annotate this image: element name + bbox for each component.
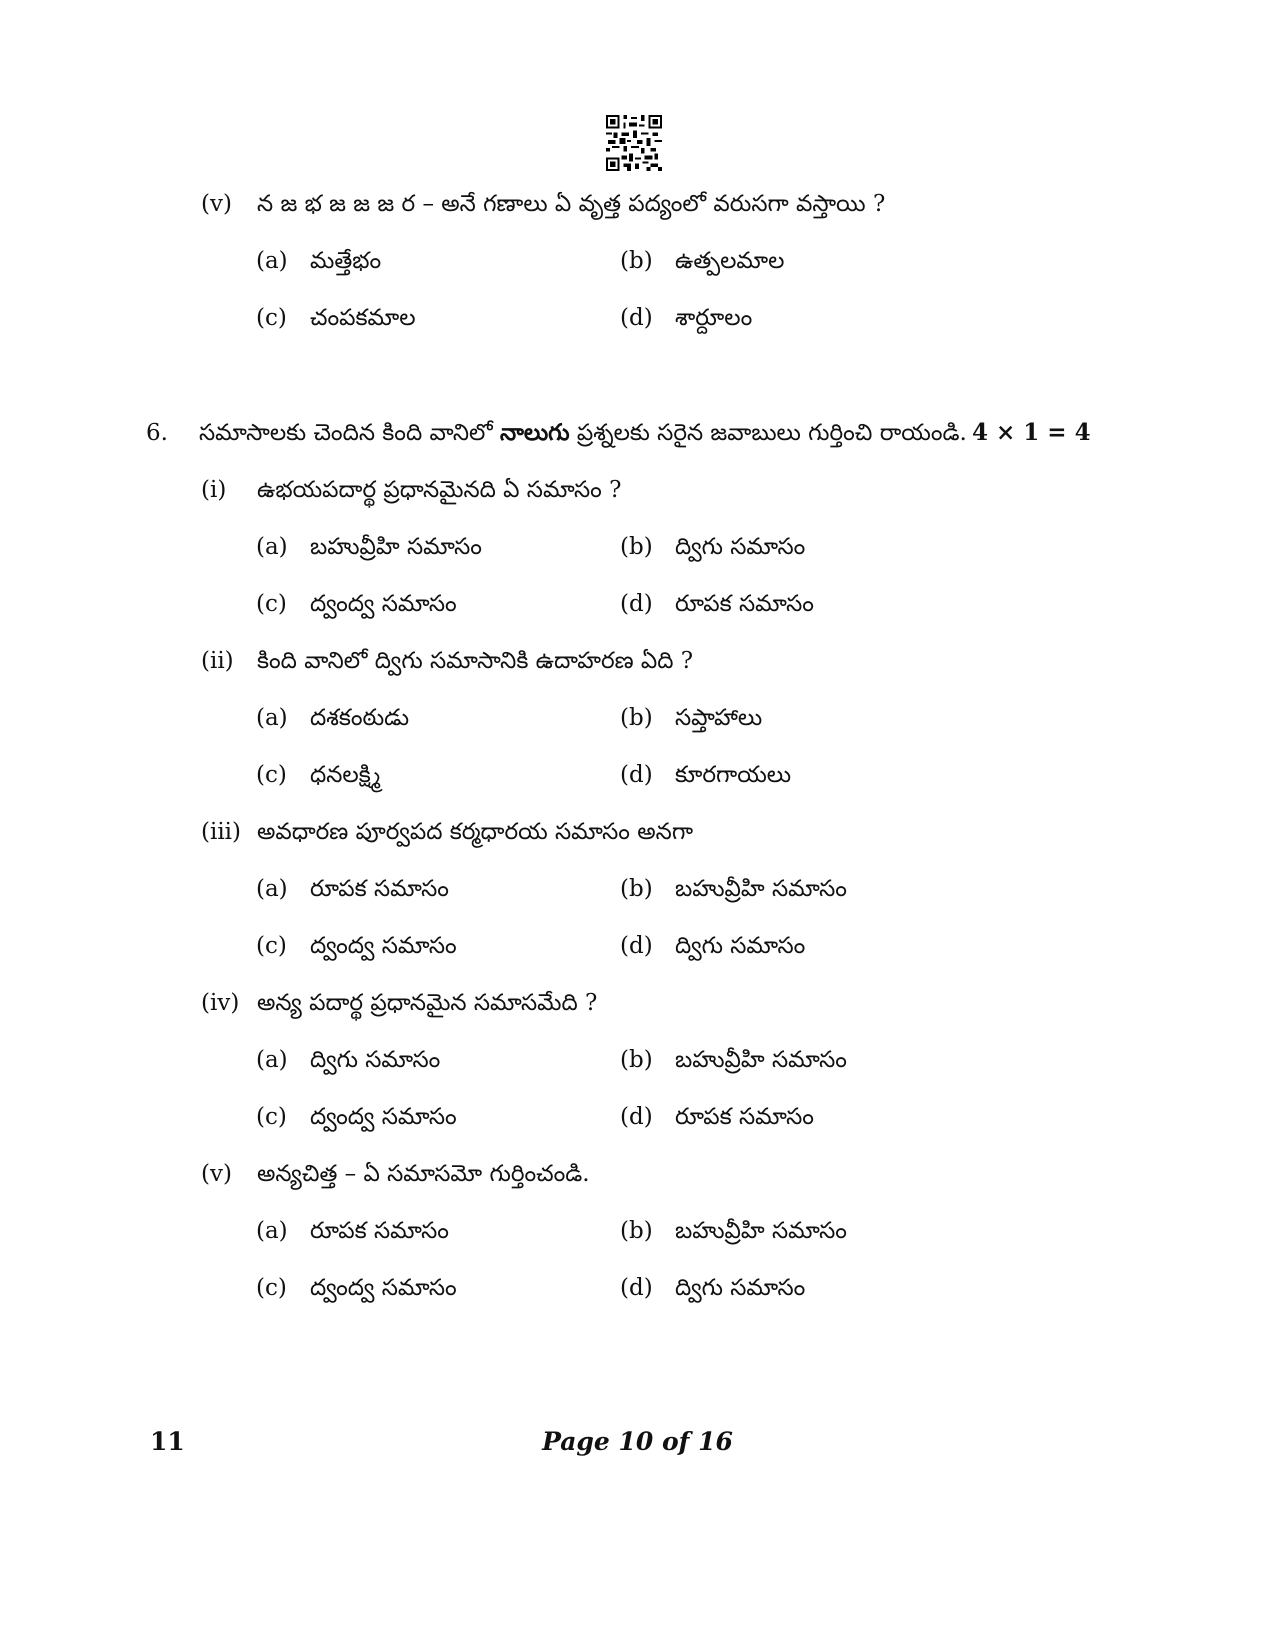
q6-i-option-c-text: ద్వంద్వ సమాసం [310, 591, 457, 617]
q5v-option-a-letter: (a) [256, 248, 288, 274]
qr-code [606, 115, 662, 171]
q5v-option-d-letter: (d) [620, 305, 653, 331]
q6-iii-option-a-letter: (a) [256, 876, 288, 902]
q6-iv-option-d-letter: (d) [620, 1104, 653, 1130]
q6-iv-option-b-text: బహువ్రీహి సమాసం [675, 1047, 847, 1073]
q6-iii-option-d-letter: (d) [620, 933, 653, 959]
q6-iii-option-d-text: ద్విగు సమాసం [675, 933, 806, 959]
q6-i-option-d-text: రూపక సమాసం [675, 591, 814, 617]
q6-instruction-part1: సమాసాలకు చెందిన కింది వానిలో [199, 420, 501, 446]
q6-v-question-text: అన్యచిత్త – ఏ సమాసమో గుర్తించండి. [257, 1161, 590, 1187]
q6-iii-option-c-text: ద్వంద్వ సమాసం [310, 933, 457, 959]
q5v-option-b-text: ఉత్పలమాల [675, 248, 785, 274]
q6-ii-option-d-text: కూరగాయలు [675, 762, 792, 788]
q5v-label: (v) [201, 191, 232, 217]
q6-i-label: (i) [201, 477, 227, 503]
q6-v-option-b-letter: (b) [620, 1218, 653, 1244]
q6-i-option-c-letter: (c) [256, 591, 287, 617]
q6-iii-label: (iii) [201, 819, 242, 845]
q6-v-option-a-letter: (a) [256, 1218, 288, 1244]
q6-v-option-a-text: రూపక సమాసం [310, 1218, 449, 1244]
q6-ii-label: (ii) [201, 648, 234, 674]
q6-ii-option-d-letter: (d) [620, 762, 653, 788]
q5v-option-b-letter: (b) [620, 248, 653, 274]
q6-iii-option-c-letter: (c) [256, 933, 287, 959]
q6-marks: 4 × 1 = 4 [972, 419, 1091, 446]
paper-code: 11 [150, 1427, 185, 1456]
q5v-option-d-text: శార్దూలం [675, 305, 753, 331]
q6-iv-label: (iv) [201, 990, 240, 1016]
q5v-option-a-text: మత్తేభం [310, 248, 382, 274]
q6-iii-option-b-text: బహువ్రీహి సమాసం [675, 876, 847, 902]
q6-ii-option-a-text: దశకంఠుడు [310, 705, 410, 731]
q6-ii-option-c-letter: (c) [256, 762, 287, 788]
q6-ii-option-a-letter: (a) [256, 705, 288, 731]
q6-v-option-b-text: బహువ్రీహి సమాసం [675, 1218, 847, 1244]
q6-v-option-d-letter: (d) [620, 1275, 653, 1301]
q6-iv-option-d-text: రూపక సమాసం [675, 1104, 814, 1130]
q6-ii-option-b-text: సప్తాహాలు [675, 705, 763, 731]
q6-iv-option-c-letter: (c) [256, 1104, 287, 1130]
q6-instruction [199, 418, 967, 448]
q5v-option-c-text: చంపకమాల [310, 305, 416, 331]
q6-number: 6. [146, 420, 168, 446]
q6-iii-option-a-text: రూపక సమాసం [310, 876, 449, 902]
q6-iv-question-text: అన్య పదార్థ ప్రధానమైన సమాసమేది ? [257, 990, 598, 1016]
q6-v-option-c-letter: (c) [256, 1275, 287, 1301]
q6-ii-option-c-text: ధనలక్ష్మి [310, 762, 381, 788]
q6-v-option-c-text: ద్వంద్వ సమాసం [310, 1275, 457, 1301]
q6-i-option-b-text: ద్విగు సమాసం [675, 534, 806, 560]
q6-instruction-emphasis: నాలుగు [500, 419, 570, 446]
q6-ii-option-b-letter: (b) [620, 705, 653, 731]
q5v-question-text: న జ భ జ జ జ ర – అనే గణాలు ఏ వృత్త పద్యంలో వరుసగా వస్తాయి ? [257, 191, 886, 217]
q6-iv-option-c-text: ద్వంద్వ సమాసం [310, 1104, 457, 1130]
q6-i-option-a-letter: (a) [256, 534, 288, 560]
q6-iv-option-a-text: ద్విగు సమాసం [310, 1047, 441, 1073]
q6-i-option-a-text: బహువ్రీహి సమాసం [310, 534, 482, 560]
q6-v-label: (v) [201, 1161, 232, 1187]
q6-ii-question-text: కింది వానిలో ద్విగు సమాసానికి ఉదాహరణ ఏది ? [257, 648, 694, 674]
page-number: Page 10 of 16 [542, 1427, 733, 1456]
q6-instruction-part2: ప్రశ్నలకు సరైన జవాబులు గుర్తించి రాయండి. [569, 420, 967, 446]
q6-i-question-text: ఉభయపదార్థ ప్రధానమైనది ఏ సమాసం ? [257, 477, 622, 503]
q6-v-option-d-text: ద్విగు సమాసం [675, 1275, 806, 1301]
q6-iii-option-b-letter: (b) [620, 876, 653, 902]
q6-i-option-d-letter: (d) [620, 591, 653, 617]
q5v-option-c-letter: (c) [256, 305, 287, 331]
q6-iv-option-a-letter: (a) [256, 1047, 288, 1073]
q6-iv-option-b-letter: (b) [620, 1047, 653, 1073]
q6-iii-question-text: అవధారణ పూర్వపద కర్మధారయ సమాసం అనగా [257, 819, 693, 845]
q6-i-option-b-letter: (b) [620, 534, 653, 560]
